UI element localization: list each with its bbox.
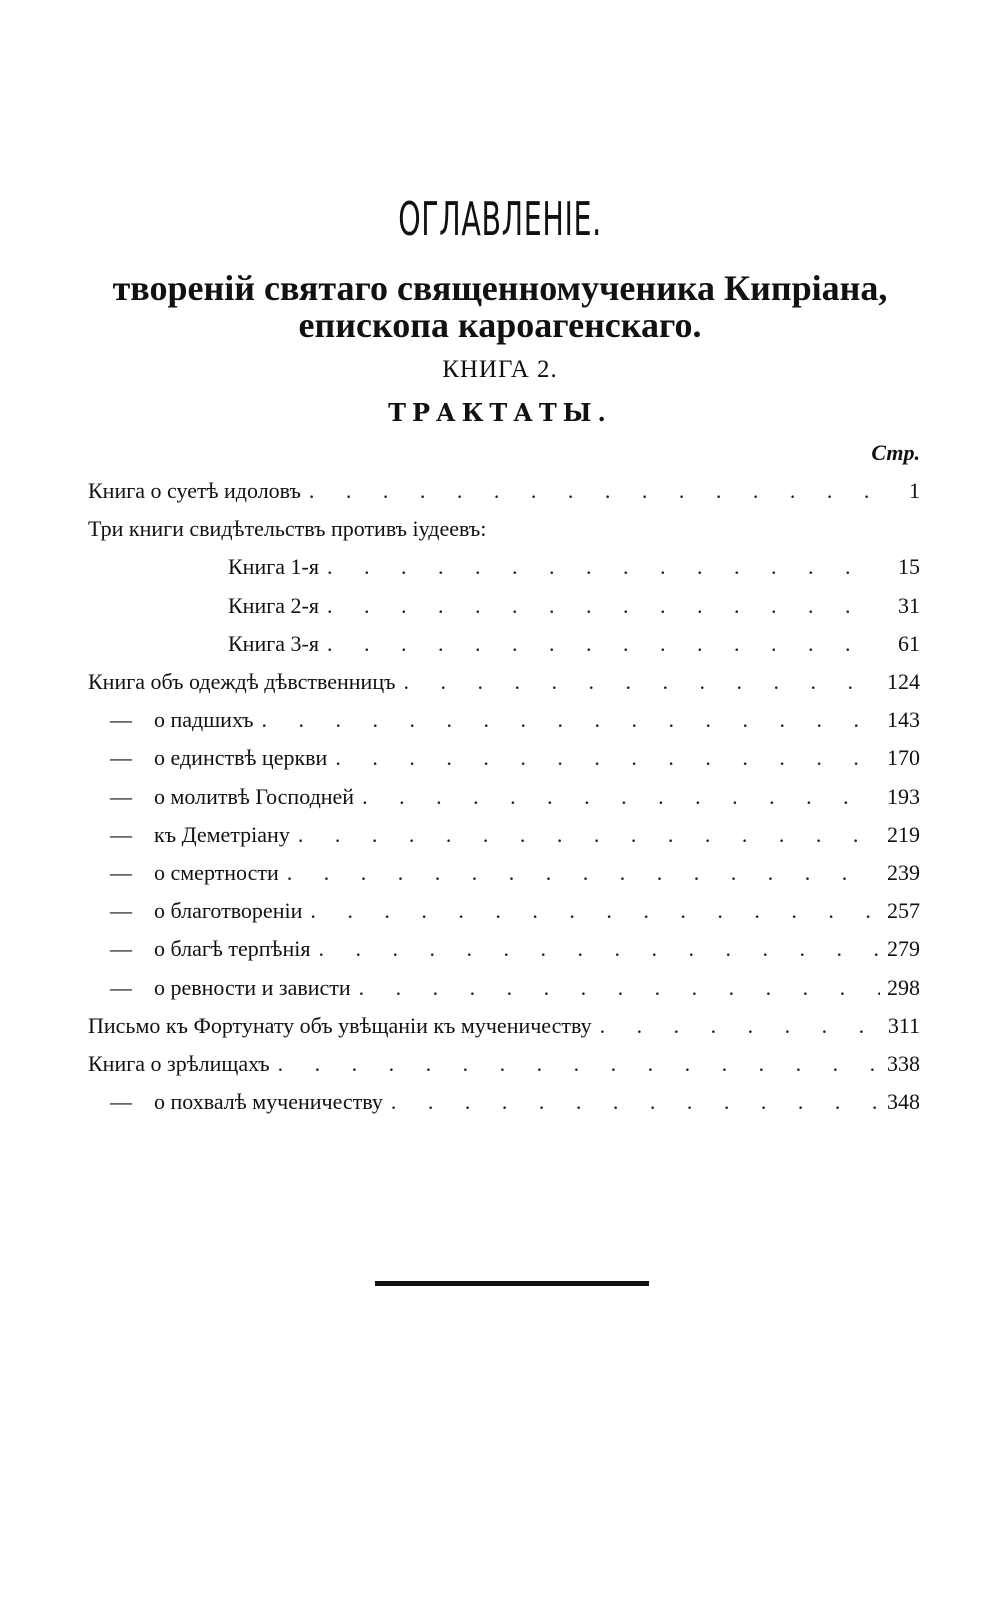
- toc-dot-leader: [278, 1051, 880, 1077]
- toc-page-number: 1: [909, 478, 920, 503]
- toc-dash: —: [110, 860, 132, 885]
- toc-dash: —: [110, 707, 132, 732]
- closing-rule: [375, 1281, 649, 1286]
- toc-page-number: 124: [887, 669, 920, 694]
- toc-entry: [110, 745, 920, 775]
- toc-page-number: 61: [898, 631, 920, 656]
- toc-dot-leader: [359, 975, 880, 1001]
- toc-page-number: 298: [887, 975, 920, 1000]
- toc-entry: [110, 707, 920, 737]
- toc-dot-leader: [327, 554, 880, 580]
- toc-dot-leader: [287, 860, 880, 886]
- toc-entry: [110, 860, 920, 890]
- page-title: ОГЛАВЛЕНІЕ.: [398, 192, 602, 246]
- toc-entry-title: о падшихъ: [154, 707, 254, 732]
- toc-dash: —: [110, 822, 132, 847]
- toc-entry-title: Письмо къ Фортунату объ увѣщаніи къ мученичеству: [88, 1013, 592, 1038]
- subtitle-line-1: твореній святаго священномученика Кипріана,: [112, 268, 888, 308]
- toc-dot-leader: [600, 1013, 880, 1039]
- toc-page-number: 31: [898, 593, 920, 618]
- toc-dot-leader: [309, 478, 880, 504]
- toc-entry-title: Книга 3-я: [228, 631, 319, 656]
- toc-dot-leader: [391, 1089, 880, 1115]
- toc-page-number: 239: [887, 860, 920, 885]
- toc-entry: [110, 936, 920, 966]
- toc-entry-title: Три книги свидѣтельствъ противъ іудеевъ:: [88, 516, 487, 541]
- toc-entry-title: Книга 1-я: [228, 554, 319, 579]
- toc-page-number: 193: [887, 784, 920, 809]
- toc-dash: —: [110, 898, 132, 923]
- toc-entry-title: о ревности и зависти: [154, 975, 351, 1000]
- toc-dash: —: [110, 1089, 132, 1114]
- toc-entry: [110, 975, 920, 1005]
- toc-entry: [110, 784, 920, 814]
- toc-page-number: 15: [898, 554, 920, 579]
- toc-entry-title: Книга о зрѣлищахъ: [88, 1051, 270, 1076]
- toc-entry: [228, 593, 920, 623]
- toc-entry-title: о похвалѣ мученичеству: [154, 1089, 383, 1114]
- toc-dot-leader: [318, 936, 880, 962]
- toc-page-number: 170: [887, 745, 920, 770]
- book-label: КНИГА 2.: [442, 356, 558, 383]
- section-heading: ТРАКТАТЫ.: [388, 398, 612, 427]
- toc-entry: [228, 554, 920, 584]
- toc-entry-title: о благотвореніи: [154, 898, 303, 923]
- toc-dash: —: [110, 745, 132, 770]
- toc-dot-leader: [261, 707, 880, 733]
- toc-entry-title: о единствѣ церкви: [154, 745, 328, 770]
- toc-entry: [88, 1013, 920, 1043]
- toc-entry: [88, 669, 920, 699]
- toc-dot-leader: [298, 822, 880, 848]
- toc-dot-leader: [335, 745, 880, 771]
- toc-entry: [88, 478, 920, 508]
- toc-page-number: 338: [887, 1051, 920, 1076]
- toc-entry-title: Книга о суетѣ идоловъ: [88, 478, 301, 503]
- toc-entry-title: о молитвѣ Господней: [154, 784, 355, 809]
- toc-dot-leader: [327, 593, 880, 619]
- toc-entry-title: къ Деметріану: [154, 822, 290, 847]
- toc-dot-leader: [327, 631, 880, 657]
- toc-page-number: 279: [887, 936, 920, 961]
- toc-page-number: 348: [887, 1089, 920, 1114]
- subtitle-line-2: епископа кароагенскаго.: [298, 305, 702, 345]
- toc-dot-leader: [362, 784, 880, 810]
- toc-entry-title: о благѣ терпѣнія: [154, 936, 311, 961]
- toc-dot-leader: [403, 669, 880, 695]
- toc-entry-title: Книга объ одеждѣ дѣвственницъ: [88, 669, 396, 694]
- toc-page-number: 219: [887, 822, 920, 847]
- toc-page-number: 257: [887, 898, 920, 923]
- toc-entry: [110, 1089, 920, 1119]
- toc-entry-title: о смертности: [154, 860, 279, 885]
- toc-entry: [110, 822, 920, 852]
- toc-dash: —: [110, 784, 132, 809]
- page-column-label: Стр.: [871, 440, 920, 465]
- toc-dash: —: [110, 975, 132, 1000]
- toc-page-number: 311: [887, 1013, 920, 1038]
- toc-dot-leader: [310, 898, 880, 924]
- toc-page-number: 143: [887, 707, 920, 732]
- toc-dash: —: [110, 936, 132, 961]
- toc-entry: [88, 1051, 920, 1081]
- toc-entry: [110, 898, 920, 928]
- toc-entry: [228, 631, 920, 661]
- toc-entry: [88, 516, 920, 546]
- toc-entry-title: Книга 2-я: [228, 593, 319, 618]
